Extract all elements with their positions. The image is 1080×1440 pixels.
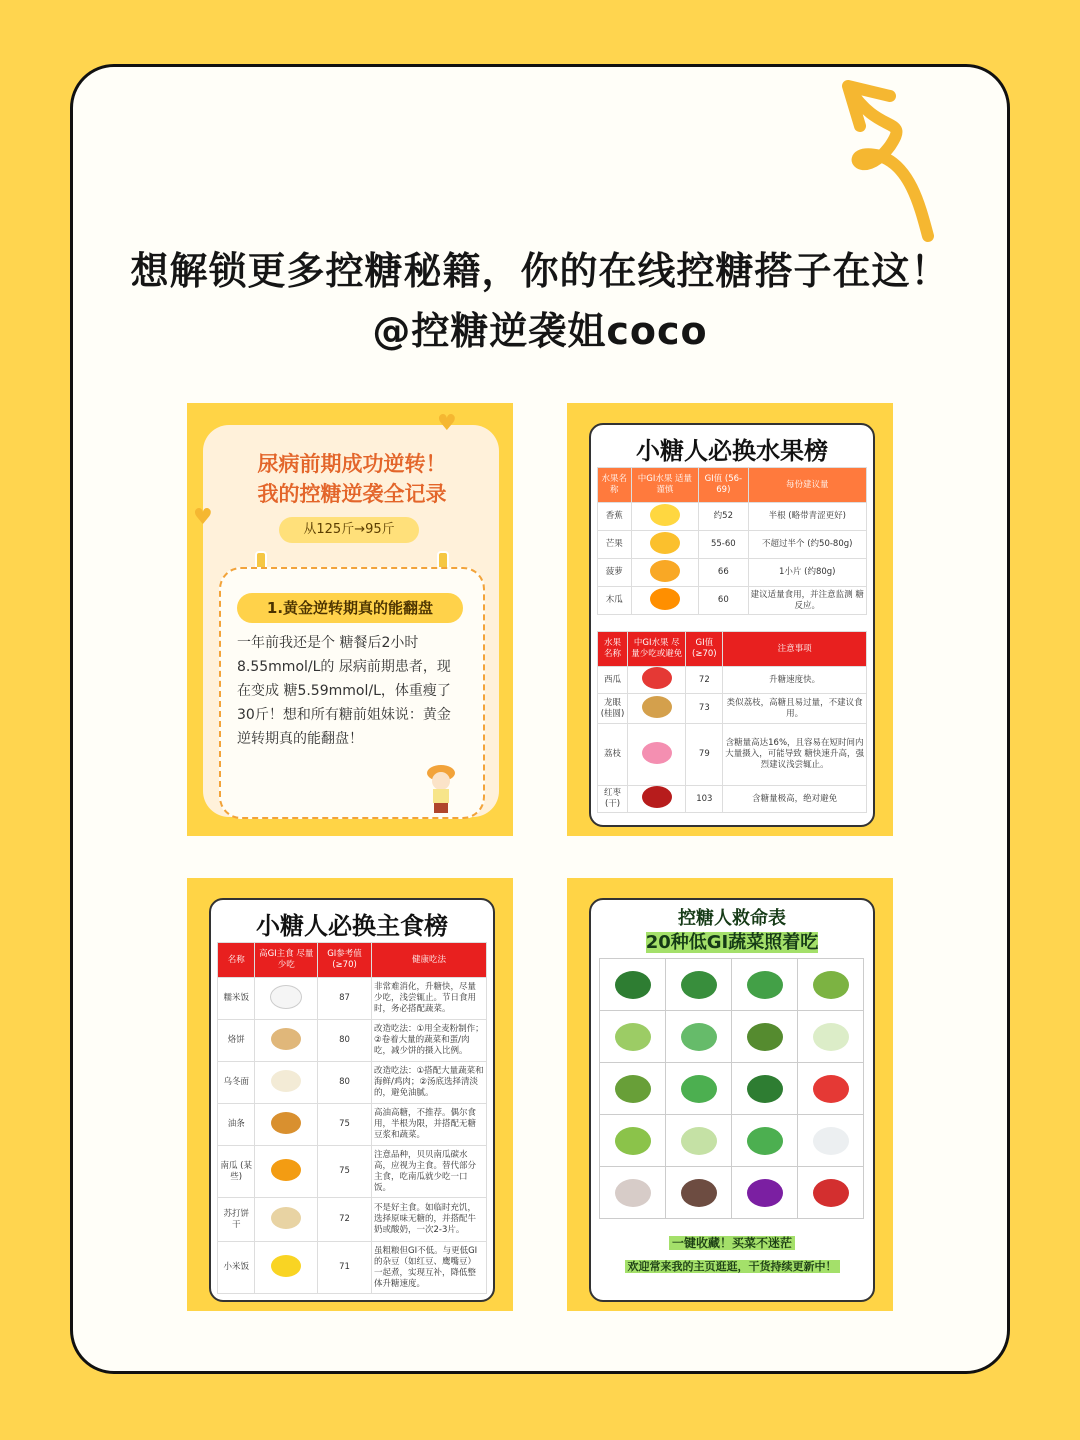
watermelon-icon <box>642 667 672 689</box>
table-row <box>598 587 867 615</box>
note: 含糖量高达16%，且容易在短时间内大量摄入，可能导致 糖快速升高，强烈建议浅尝辄止。 <box>723 724 867 786</box>
column-header: GI参考值 (≥70) <box>318 943 372 978</box>
food-name: 糯米饭 <box>218 978 255 1020</box>
vegetable-cell <box>798 1167 864 1219</box>
banana-icon <box>650 504 680 526</box>
vegetable-cell <box>600 1115 666 1167</box>
tip: 高油高糖，不推荐。偶尔食用，半根为限，并搭配无糖豆浆和蔬菜。 <box>372 1104 487 1146</box>
table-row <box>218 978 487 1020</box>
panel-staple[interactable] <box>187 878 513 1311</box>
gi-value: 60 <box>699 587 748 615</box>
table-row <box>598 531 867 559</box>
table-row <box>218 1062 487 1104</box>
portion: 半根 (略带青涩更好) <box>748 503 867 531</box>
veg-footer-text: 一键收藏！买菜不迷茫 <box>669 1236 795 1250</box>
weight-badge: 从125斤→95斤 <box>279 517 419 543</box>
gi-value: 73 <box>686 694 723 724</box>
gi-value: 103 <box>686 786 723 813</box>
jujube-icon <box>642 786 672 808</box>
veg-footer-note <box>591 1258 873 1274</box>
vegetable-icon <box>813 1075 849 1103</box>
vegetable-cell <box>666 959 732 1011</box>
panel-vegetables[interactable] <box>567 878 893 1311</box>
column-header: 水果名称 <box>598 632 628 667</box>
veg-subtitle <box>591 928 873 954</box>
millet-icon <box>271 1255 301 1277</box>
vegetable-cell <box>666 1167 732 1219</box>
fruit-name: 香蕉 <box>598 503 632 531</box>
vegetable-icon <box>747 1023 783 1051</box>
gi-value: 72 <box>318 1198 372 1242</box>
note: 类似荔枝，高糖且易过量，不建议食用。 <box>723 694 867 724</box>
longan-icon <box>642 696 672 718</box>
staple-title: 小糖人必换主食榜 <box>256 912 448 940</box>
table-row <box>218 1242 487 1294</box>
table-row <box>218 1020 487 1062</box>
vegetable-cell <box>600 1011 666 1063</box>
table-row <box>218 1146 487 1198</box>
vegetable-cell <box>798 1115 864 1167</box>
vegetable-cell <box>798 1011 864 1063</box>
column-header: 水果名称 <box>598 468 632 503</box>
food-name: 苏打饼干 <box>218 1198 255 1242</box>
tip: 改造吃法：①搭配大量蔬菜和海鲜/鸡肉；②汤底选择清淡的，避免油腻。 <box>372 1062 487 1104</box>
heart-icon: ♥ <box>437 411 457 436</box>
note: 含糖量极高，绝对避免 <box>723 786 867 813</box>
gi-value: 87 <box>318 978 372 1020</box>
column-header: GI值 (≥70) <box>686 632 723 667</box>
gi-value: 55-60 <box>699 531 748 559</box>
vegetable-icon <box>681 1023 717 1051</box>
food-name: 油条 <box>218 1104 255 1146</box>
veg-title: 控糖人救命表 <box>678 908 786 929</box>
vegetable-icon <box>681 1179 717 1207</box>
table-row <box>598 559 867 587</box>
vegetable-cell <box>732 959 798 1011</box>
table-row <box>218 1104 487 1146</box>
panel1-title <box>207 449 497 509</box>
panel-diary[interactable] <box>187 403 513 836</box>
gi-value: 80 <box>318 1020 372 1062</box>
rice-icon <box>270 985 302 1009</box>
pineapple-icon <box>650 560 680 582</box>
tip: 虽粗粮但GI不低。与更低GI的杂豆（如红豆、鹰嘴豆）一起煮，实现互补，降低整体升糖速度。 <box>372 1242 487 1294</box>
papaya-icon <box>650 588 680 610</box>
arrow-icon <box>820 76 950 246</box>
gi-value: 75 <box>318 1146 372 1198</box>
fruit-name: 荔枝 <box>598 724 628 786</box>
vegetable-cell <box>798 1063 864 1115</box>
vegetable-cell <box>732 1063 798 1115</box>
panel1-title-line1: 尿病前期成功逆转！ <box>257 452 447 476</box>
panel1-title-line2: 我的控糖逆袭全记录 <box>257 482 447 506</box>
vegetable-icon <box>747 1075 783 1103</box>
vegetable-cell <box>732 1011 798 1063</box>
gi-value: 66 <box>699 559 748 587</box>
food-name: 南瓜 (某些) <box>218 1146 255 1198</box>
tip: 非常难消化，升糖快，尽量少吃，浅尝辄止。节日食用时，务必搭配蔬菜。 <box>372 978 487 1020</box>
fruit-avoid-table <box>597 631 867 813</box>
staple-table <box>217 942 487 1294</box>
vegetable-icon <box>813 971 849 999</box>
column-header: 注意事项 <box>723 632 867 667</box>
fruit-name: 芒果 <box>598 531 632 559</box>
table-row <box>598 667 867 694</box>
vegetable-icon <box>747 1179 783 1207</box>
veg-footer <box>591 1234 873 1251</box>
udon-icon <box>271 1070 301 1092</box>
vegetable-icon <box>813 1179 849 1207</box>
vegetable-icon <box>813 1127 849 1155</box>
gi-value: 80 <box>318 1062 372 1104</box>
girl-illustration-icon <box>421 763 461 815</box>
vegetable-cell <box>798 959 864 1011</box>
veg-subtitle-text: 20种低GI蔬菜照着吃 <box>645 932 819 953</box>
vegetable-icon <box>681 1127 717 1155</box>
vegetable-cell <box>732 1115 798 1167</box>
diary-text: 一年前我还是个 糖餐后2小时8.55mmol/L的 尿病前期患者，现在变成 糖5.59mmol/L，体重瘦了30斤！想和所有糖前姐妹说：黄金逆转期真的能翻盘！ <box>237 635 451 747</box>
heart-icon: ♥ <box>193 505 213 530</box>
table-header <box>218 943 487 978</box>
fruit-name: 菠萝 <box>598 559 632 587</box>
fruit-title: 小糖人必换水果榜 <box>636 437 828 465</box>
vegetable-icon <box>615 1023 651 1051</box>
mango-icon <box>650 532 680 554</box>
vegetable-icon <box>615 1075 651 1103</box>
lychee-icon <box>642 742 672 764</box>
table-header <box>598 632 867 667</box>
fruit-name: 西瓜 <box>598 667 628 694</box>
vegetable-cell <box>600 1063 666 1115</box>
tip: 改造吃法：①用全麦粉制作；②卷着大量的蔬菜和蛋/肉吃，减少饼的摄入比例。 <box>372 1020 487 1062</box>
column-header: 高GI主食 尽量少吃 <box>255 943 318 978</box>
table-row <box>598 694 867 724</box>
vegetable-cell <box>666 1115 732 1167</box>
column-header: 名称 <box>218 943 255 978</box>
tip: 注意品种，贝贝南瓜碳水高，应视为主食。替代部分主食，吃南瓜就少吃一口饭。 <box>372 1146 487 1198</box>
veg-footer-note-text: 欢迎常来我的主页逛逛，干货持续更新中！ <box>625 1260 840 1273</box>
vegetable-sheet <box>589 898 875 1302</box>
vegetable-icon <box>615 971 651 999</box>
staple-sheet <box>209 898 495 1302</box>
flatbread-icon <box>271 1028 301 1050</box>
food-name: 小米饭 <box>218 1242 255 1294</box>
vegetable-cell <box>732 1167 798 1219</box>
column-header: 中GI水果 适量谨慎 <box>631 468 699 503</box>
vegetable-grid <box>599 958 864 1219</box>
vegetable-icon <box>681 1075 717 1103</box>
vegetable-icon <box>615 1179 651 1207</box>
gi-value: 71 <box>318 1242 372 1294</box>
pumpkin-icon <box>271 1159 301 1181</box>
column-header: 健康吃法 <box>372 943 487 978</box>
vegetable-icon <box>615 1127 651 1155</box>
food-name: 烙饼 <box>218 1020 255 1062</box>
note: 升糖速度快。 <box>723 667 867 694</box>
vegetable-cell <box>600 959 666 1011</box>
table-row <box>218 1198 487 1242</box>
fruit-name: 龙眼 (桂圆) <box>598 694 628 724</box>
table-row <box>598 724 867 786</box>
vegetable-cell <box>666 1063 732 1115</box>
portion: 不超过半个 (约50-80g) <box>748 531 867 559</box>
gi-value: 75 <box>318 1104 372 1146</box>
food-name: 乌冬面 <box>218 1062 255 1104</box>
vegetable-cell <box>600 1167 666 1219</box>
vegetable-cell <box>666 1011 732 1063</box>
table-header <box>598 468 867 503</box>
portion: 1小片 (约80g) <box>748 559 867 587</box>
fruit-name: 木瓜 <box>598 587 632 615</box>
portion: 建议适量食用，并注意监测 糖反应。 <box>748 587 867 615</box>
column-header: 每份建议量 <box>748 468 867 503</box>
youtiao-icon <box>271 1112 301 1134</box>
fruit-name: 红枣 (干) <box>598 786 628 813</box>
column-header: GI值 (56-69) <box>699 468 748 503</box>
column-header: 中GI水果 尽量少吃或避免 <box>628 632 686 667</box>
headline-line1: 想解锁更多控糖秘籍，你的在线控糖搭子在这！ <box>130 249 950 293</box>
gi-value: 约52 <box>699 503 748 531</box>
panel-fruit[interactable] <box>567 403 893 836</box>
vegetable-icon <box>813 1023 849 1051</box>
vegetable-icon <box>681 971 717 999</box>
fruit-table <box>597 467 867 615</box>
table-row <box>598 786 867 813</box>
vegetable-icon <box>747 971 783 999</box>
section-heading: 1.黄金逆转期真的能翻盘 <box>237 593 463 623</box>
fruit-sheet <box>589 423 875 827</box>
gi-value: 72 <box>686 667 723 694</box>
vegetable-icon <box>747 1127 783 1155</box>
tip: 不是好主食。如临时充饥，选择原味无糖的，并搭配牛奶或酸奶，一次2-3片。 <box>372 1198 487 1242</box>
table-row <box>598 503 867 531</box>
cracker-icon <box>271 1207 301 1229</box>
gi-value: 79 <box>686 724 723 786</box>
headline-line2: @控糖逆袭姐coco <box>372 309 708 353</box>
